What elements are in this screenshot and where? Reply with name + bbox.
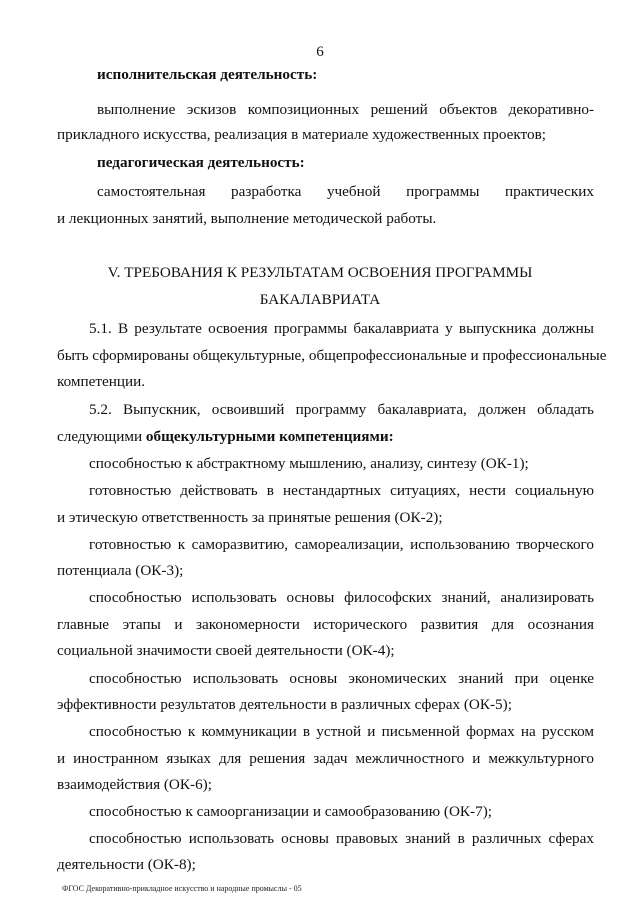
section-heading-continued: БАКАЛАВРИАТА <box>259 291 381 308</box>
paragraph-line: выполнение эскизов композиционных решений объектов декоративно- <box>97 101 594 118</box>
competency-ok-5: способностью использовать основы экономических знаний при оценке <box>89 670 594 687</box>
competency-ok-8: способностью использовать основы правовых знаний в различных сферах <box>89 830 594 847</box>
page-number: 6 <box>316 44 324 60</box>
paragraph-line: деятельности (ОК-8); <box>57 856 196 873</box>
paragraph-line: 5.1. В результате освоения программы бакалавриата у выпускника должны <box>89 320 594 337</box>
competency-ok-7: способностью к самоорганизации и самообразованию (ОК-7); <box>89 803 492 820</box>
paragraph-line: самостоятельная разработка учебной программы практических <box>97 183 594 200</box>
competency-ok-4: способностью использовать основы философских знаний, анализировать <box>89 589 594 606</box>
competency-ok-6: способностью к коммуникации в устной и письменной формах на русском <box>89 723 594 740</box>
paragraph-line: эффективности результатов деятельности в различных сферах (ОК-5); <box>57 696 512 713</box>
paragraph-line: взаимодействия (ОК-6); <box>57 776 212 793</box>
paragraph-line: быть сформированы общекультурные, общепрофессиональные и профессиональные <box>57 347 607 364</box>
competency-ok-2: готовностью действовать в нестандартных ситуациях, нести социальную <box>89 482 594 499</box>
bold-term-general-competencies: общекультурными компетенциями: <box>145 428 394 445</box>
paragraph-line: социальной значимости своей деятельности (ОК-4); <box>57 642 395 659</box>
page-footer: ФГОС Декоративно-прикладное искусство и народные промыслы - 05 <box>62 884 302 893</box>
heading-executive-activity: исполнительская деятельность: <box>97 66 318 83</box>
section-heading: V. ТРЕБОВАНИЯ К РЕЗУЛЬТАТАМ ОСВОЕНИЯ ПРОГРАММЫ <box>107 264 533 281</box>
paragraph-line <box>57 428 394 446</box>
paragraph-line: потенциала (ОК-3); <box>57 562 184 579</box>
paragraph-line: главные этапы и закономерности исторического развития для осознания <box>57 616 594 633</box>
heading-pedagogical-activity: педагогическая деятельность: <box>97 154 305 171</box>
paragraph-line: 5.2. Выпускник, освоивший программу бакалавриата, должен обладать <box>89 401 594 418</box>
paragraph-text: следующими <box>57 428 146 445</box>
paragraph-line: прикладного искусства, реализация в материале художественных проектов; <box>57 126 546 143</box>
paragraph-line: компетенции. <box>57 373 146 390</box>
paragraph-line: и этическую ответственность за принятые решения (ОК-2); <box>57 509 443 526</box>
competency-ok-1: способностью к абстрактному мышлению, анализу, синтезу (ОК-1); <box>89 455 529 472</box>
paragraph-line: и лекционных занятий, выполнение методической работы. <box>57 210 437 227</box>
competency-ok-3: готовностью к саморазвитию, самореализации, использованию творческого <box>89 536 594 553</box>
paragraph-line: и иностранном языках для решения задач межличностного и межкультурного <box>57 750 594 767</box>
